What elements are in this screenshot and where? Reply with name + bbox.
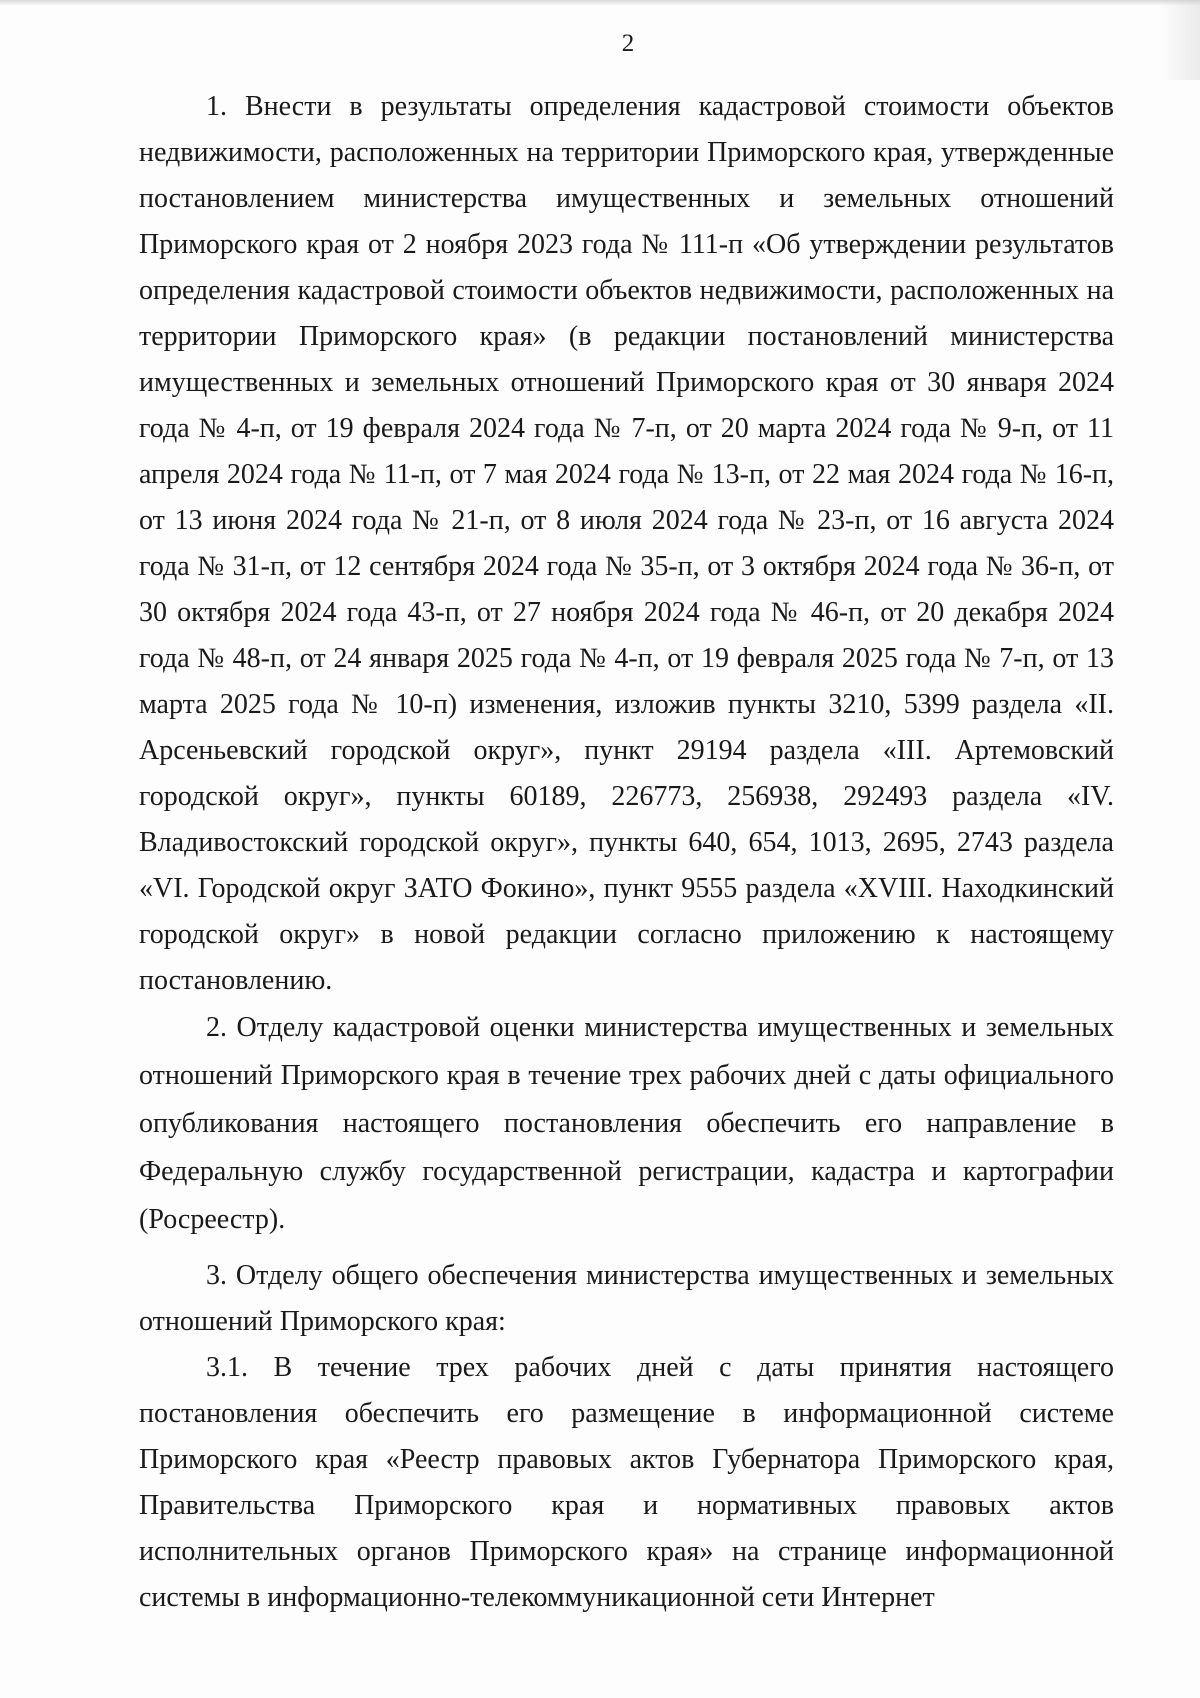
scan-edge-shadow — [0, 0, 1200, 6]
paragraph-2: 2. Отделу кадастровой оценки министерства имущественных и земельных отношений Приморского края в течение трех рабочих дней с даты официального опубликования настоящего постановления обеспечить его направление в Федеральную службу государственной регистрации, кадастра и картографии (Росреестр). — [139, 1012, 1114, 1235]
document-body — [139, 84, 1114, 1621]
paragraph-3-1: 3.1. В течение трех рабочих дней с даты принятия настоящего постановления обеспечить его размещение в информационной системе Приморского края «Реестр правовых актов Губернатора Приморского края, Правительства Приморского края и нормативных правовых актов исполнительных органов Приморского края» на странице информационной системы в информационно-телекоммуникационной сети Интернет — [139, 1352, 1114, 1613]
paragraph-1: 1. Внести в результаты определения кадастровой стоимости объектов недвижимости, расположенных на территории Приморского края, утвержденные постановлением министерства имущественных и земельных отношений Приморского края от 2 ноября 2023 года № 111-п «Об утверждении результатов определения кадастровой стоимости объектов недвижимости, расположенных на территории Приморского края» (в редакции постановлений министерства имущественных и земельных отношений Приморского края от 30 января 2024 года № 4-п, от 19 февраля 2024 года № 7-п, от 20 марта 2024 года № 9-п, от 11 апреля 2024 года № 11-п, от 7 мая 2024 года № 13-п, от 22 мая 2024 года № 16-п, от 13 июня 2024 года № 21-п, от 8 июля 2024 года № 23-п, от 16 августа 2024 года № 31-п, от 12 сентября 2024 года № 35-п, от 3 октября 2024 года № 36-п, от 30 октября 2024 года 43-п, от 27 ноября 2024 года № 46-п, от 20 декабря 2024 года № 48-п, от 24 января 2025 года № 4-п, от 19 февраля 2025 года № 7-п, от 13 марта 2025 года № 10-п) изменения, изложив пункты 3210, 5399 раздела «II. Арсеньевский городской округ», пункт 29194 раздела «III. Артемовский городской округ», пункты 60189, 226773, 256938, 292493 раздела «IV. Владивостокский городской округ», пункты 640, 654, 1013, 2695, 2743 раздела «VI. Городской округ ЗАТО Фокино», пункт 9555 раздела «XVIII. Находкинский городской округ» в новой редакции согласно приложению к настоящему постановлению. — [139, 91, 1114, 996]
paragraph-3: 3. Отделу общего обеспечения министерства имущественных и земельных отношений Приморского края: — [139, 1260, 1114, 1337]
page-number: 2 — [621, 30, 635, 57]
